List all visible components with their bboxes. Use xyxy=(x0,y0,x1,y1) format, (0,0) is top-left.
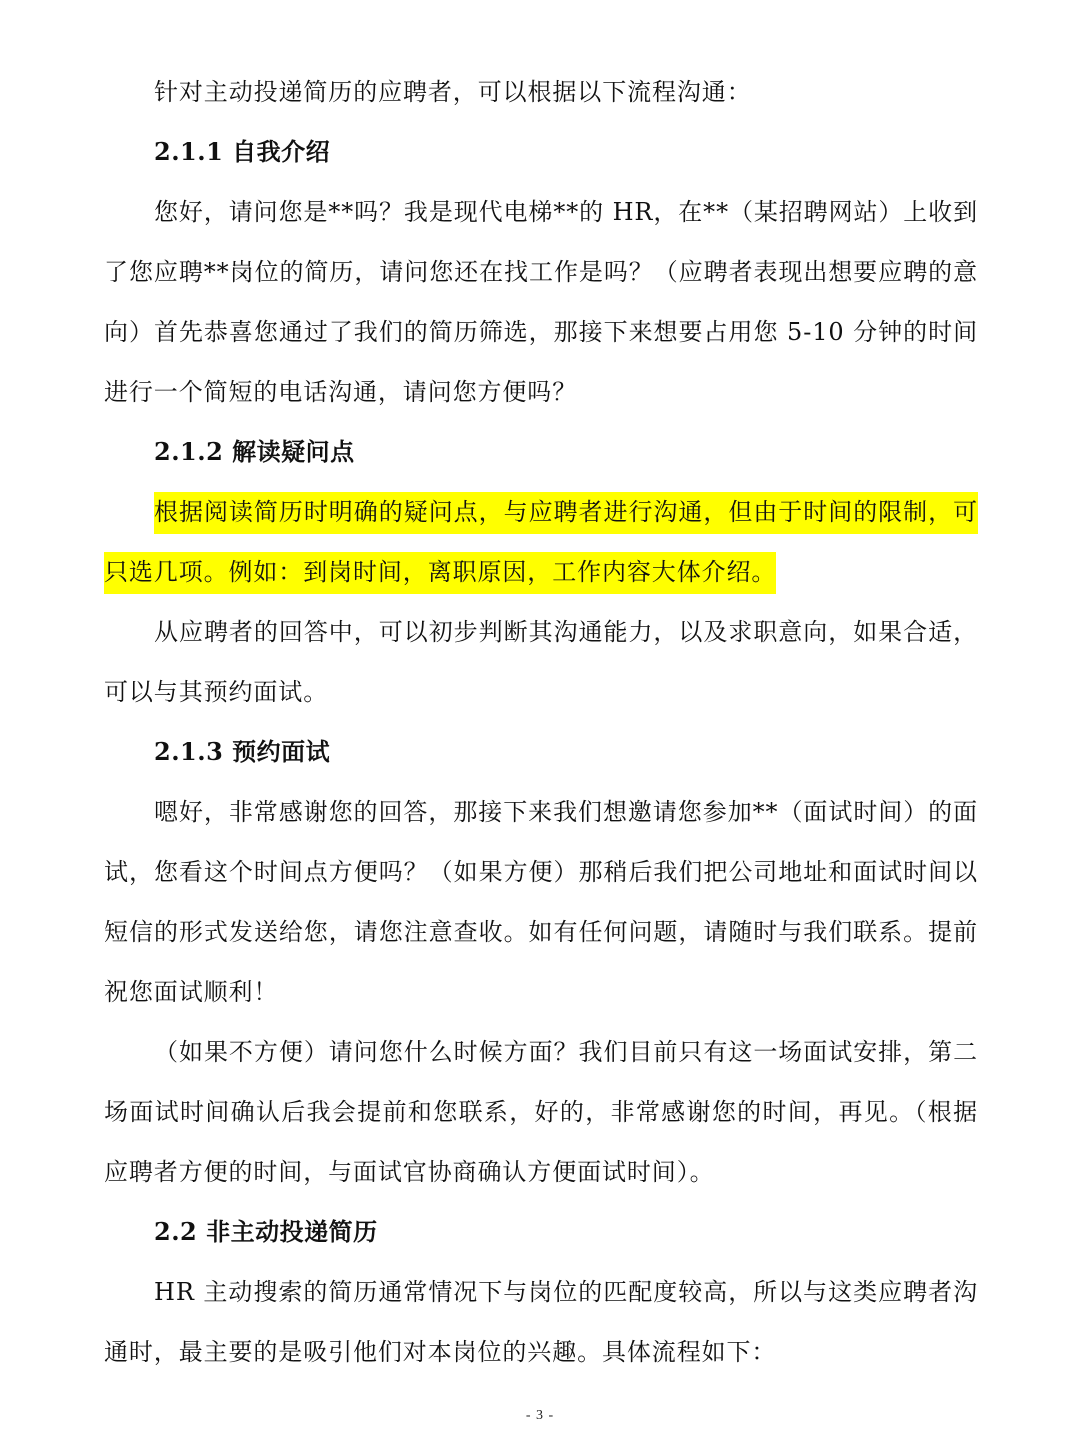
reschedule-paragraph: （如果不方便）请问您什么时候方面？我们目前只有这一场面试安排，第二场面试时间确认后我会提前和您联系，好的，非常感谢您的时间，再见。（根据应聘者方便的时间，与面试官协商确认方便面试时间）。 xyxy=(104,1038,978,1186)
judge-paragraph: 从应聘者的回答中，可以初步判断其沟通能力，以及求职意向，如果合适，可以与其预约面试。 xyxy=(104,618,978,706)
passive-paragraph: HR 主动搜索的简历通常情况下与岗位的匹配度较高，所以与这类应聘者沟通时，最主要的是吸引他们对本岗位的兴趣。具体流程如下： xyxy=(104,1278,978,1366)
intro-paragraph: 针对主动投递简历的应聘者，可以根据以下流程沟通： xyxy=(154,78,752,106)
section-heading-2-1-1: 2.1.1 自我介绍 xyxy=(154,137,331,166)
document-body xyxy=(104,62,978,1382)
page-number: - 3 - xyxy=(525,1408,555,1423)
invite-paragraph: 嗯好，非常感谢您的回答，那接下来我们想邀请您参加**（面试时间）的面试，您看这个时间点方便吗？（如果方便）那稍后我们把公司地址和面试时间以短信的形式发送给您，请您注意查收。如有任何问题，请随时与我们联系。提前祝您面试顺利！ xyxy=(104,798,978,1006)
section-heading-2-1-3: 2.1.3 预约面试 xyxy=(154,737,331,766)
highlighted-text: 根据阅读简历时明确的疑问点，与应聘者进行沟通，但由于时间的限制，可只选几项。例如：到岗时间，离职原因，工作内容大体介绍。 xyxy=(104,492,978,594)
self-intro-paragraph: 您好，请问您是**吗？我是现代电梯**的 HR，在**（某招聘网站）上收到了您应聘**岗位的简历，请问您还在找工作是吗？（应聘者表现出想要应聘的意向）首先恭喜您通过了我们的简历筛选，那接下来想要占用您 5-10 分钟的时间进行一个简短的电话沟通，请问您方便吗？ xyxy=(104,198,978,406)
section-heading-2-2: 2.2 非主动投递简历 xyxy=(154,1217,378,1246)
doubts-paragraph xyxy=(104,482,978,602)
section-heading-2-1-2: 2.1.2 解读疑问点 xyxy=(154,437,355,466)
